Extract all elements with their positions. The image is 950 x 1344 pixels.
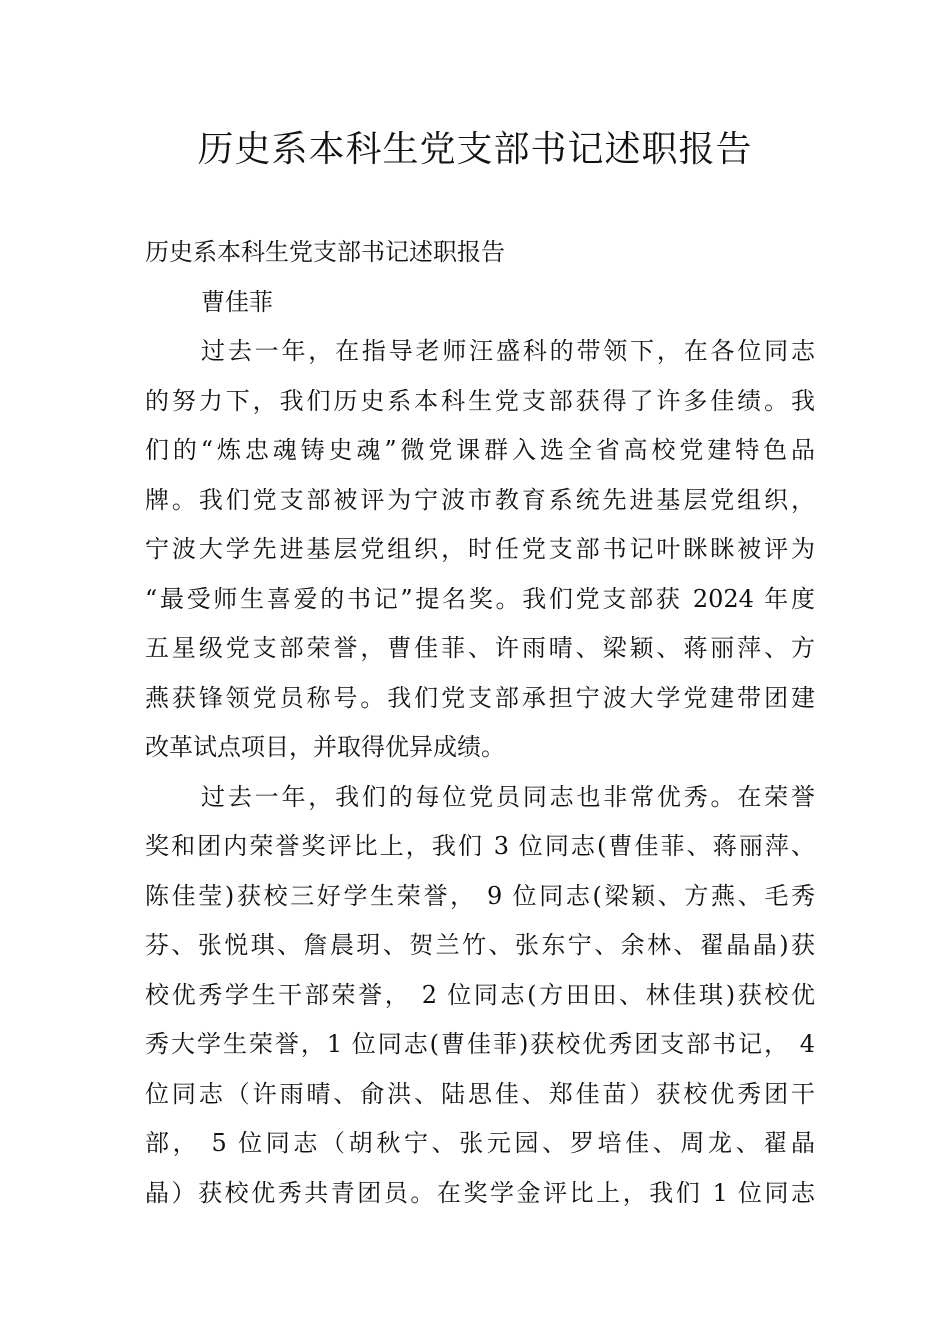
- paragraph-line: 芬、张悦琪、詹晨玥、贺兰竹、张东宁、余林、翟晶晶)获: [145, 931, 815, 959]
- paragraph-line: 牌。我们党支部被评为宁波市教育系统先进基层党组织，: [145, 485, 815, 514]
- paragraph-line: 五星级党支部荣誉，曹佳菲、许雨晴、梁颖、蒋丽萍、方: [145, 634, 815, 662]
- document-subtitle: 历史系本科生党支部书记述职报告: [145, 238, 505, 266]
- paragraph-line: 位同志（许雨晴、俞洪、陆思佳、郑佳苗）获校优秀团干: [145, 1079, 815, 1108]
- paragraph-line: 的努力下，我们历史系本科生党支部获得了许多佳绩。我: [145, 386, 815, 415]
- paragraph-line: 宁波大学先进基层党组织，时任党支部书记叶眯眯被评为: [145, 535, 815, 563]
- paragraph-line: “最受师生喜爱的书记”提名奖。我们党支部获 2024 年度: [145, 584, 815, 613]
- paragraph-line: 校优秀学生干部荣誉， 2 位同志(方田田、林佳琪)获校优: [145, 980, 815, 1009]
- paragraph-line: 部， 5 位同志（胡秋宁、张元园、罗培佳、周龙、翟晶: [145, 1129, 815, 1157]
- paragraph-line: 过去一年，我们的每位党员同志也非常优秀。在荣誉: [201, 782, 815, 811]
- paragraph-2: [145, 773, 815, 1219]
- document-author: 曹佳菲: [201, 287, 273, 316]
- document-title: 历史系本科生党支部书记述职报告: [197, 129, 753, 170]
- paragraph-line: 过去一年，在指导老师汪盛科的带领下，在各位同志: [201, 337, 815, 365]
- paragraph-line: 陈佳莹)获校三好学生荣誉， 9 位同志(梁颖、方燕、毛秀: [145, 881, 815, 910]
- paragraph-line: 奖和团内荣誉奖评比上，我们 3 位同志(曹佳菲、蒋丽萍、: [145, 832, 815, 860]
- paragraph-line: 改革试点项目，并取得优异成绩。: [145, 733, 505, 761]
- paragraph-line: 燕获锋领党员称号。我们党支部承担宁波大学党建带团建: [145, 683, 815, 712]
- document-body: [145, 228, 815, 1218]
- paragraph-line: 们的“炼忠魂铸史魂”微党课群入选全省高校党建特色品: [145, 436, 815, 464]
- paragraph-line: 晶）获校优秀共青团员。在奖学金评比上，我们 1 位同志: [145, 1178, 815, 1207]
- paragraph-line: 秀大学生荣誉，1 位同志(曹佳菲)获校优秀团支部书记， 4: [145, 1030, 815, 1058]
- paragraph-1: [145, 327, 815, 773]
